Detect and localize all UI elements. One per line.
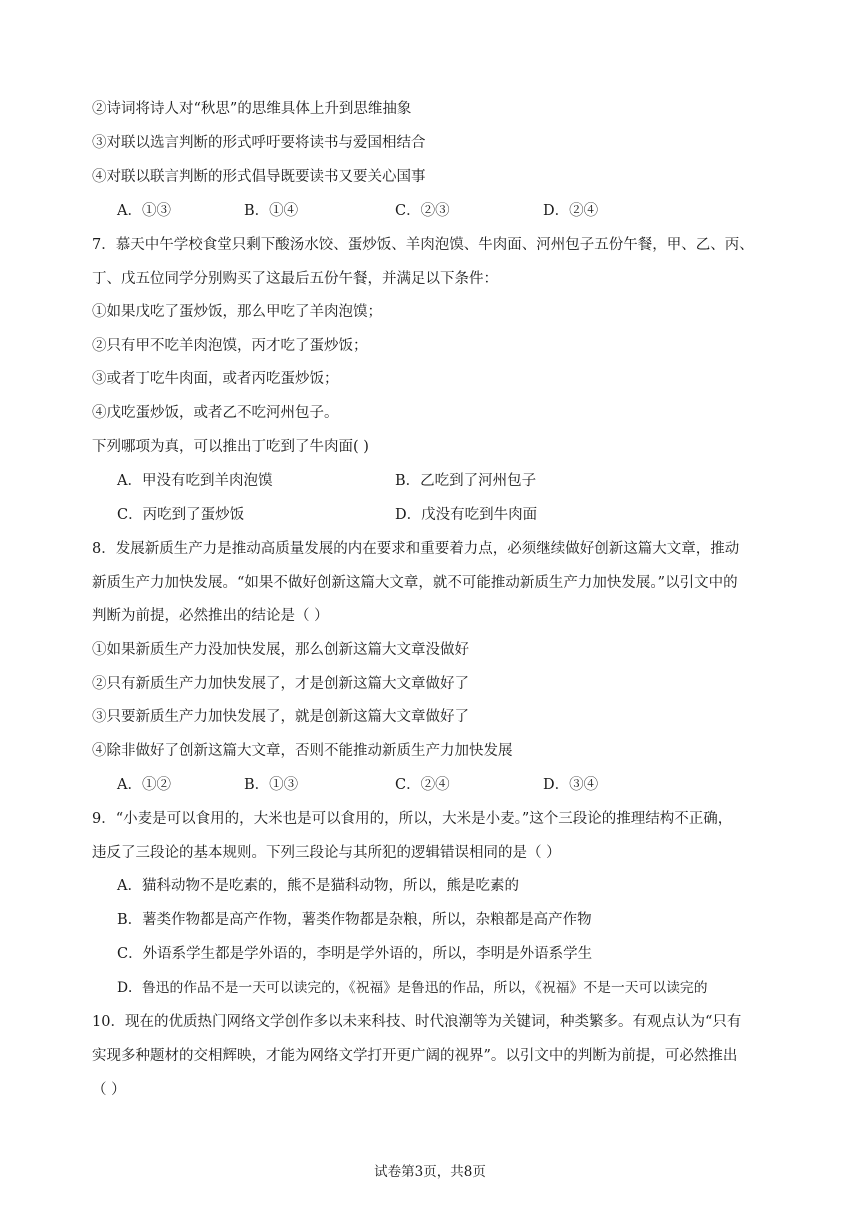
q7-condition-2: ②只有甲不吃羊肉泡馍，丙才吃了蛋炒饭； [92, 338, 368, 354]
prev-statement-4: ④对联以联言判断的形式倡导既要读书又要关心国事 [92, 169, 426, 185]
prev-option-a: A．①③ [117, 203, 171, 219]
q9-option-d: D．鲁迅的作品不是一天可以读完的，《祝福》是鲁迅的作品，所以，《祝福》不是一天可以读完的 [117, 980, 708, 996]
q7-option-a: A．甲没有吃到羊肉泡馍 [117, 473, 273, 489]
q7-condition-1: ①如果戊吃了蛋炒饭，那么甲吃了羊肉泡馍； [92, 304, 382, 320]
q8-option-c: C．②④ [395, 777, 450, 793]
q8-statement-2: ②只有新质生产力加快发展了，才是创新这篇大文章做好了 [92, 676, 469, 692]
page-footer: 试卷第3页，共8页 [374, 1164, 486, 1180]
q8-option-a: A．①② [117, 777, 171, 793]
prev-statement-2: ②诗词将诗人对“秋思”的思维具体上升到思维抽象 [92, 101, 412, 117]
q7-stem-line-1: 7．慕天中午学校食堂只剩下酸汤水饺、蛋炒饭、羊肉泡馍、牛肉面、河州包子五份午餐，甲、乙、丙、 [92, 237, 754, 253]
q10-stem-line-3: （ ） [92, 1082, 126, 1098]
q8-stem-line-3: 判断为前提，必然推出的结论是（ ） [92, 608, 329, 624]
prev-option-c: C．②③ [395, 203, 450, 219]
q7-option-c: C．丙吃到了蛋炒饭 [117, 507, 245, 523]
q7-condition-3: ③或者丁吃牛肉面，或者丙吃蛋炒饭； [92, 371, 339, 387]
q10-stem-line-1: 10．现在的优质热门网络文学创作多以未来科技、时代浪潮等为关键词，种类繁多。有观点认为“只有 [92, 1014, 742, 1030]
q9-option-b: B．薯类作物都是高产作物，薯类作物都是杂粮，所以，杂粮都是高产作物 [117, 912, 592, 928]
q10-stem-line-2: 实现多种题材的交相辉映，才能为网络文学打开更广阔的视界”。以引文中的判断为前提，可必然推出 [92, 1048, 738, 1064]
q8-statement-4: ④除非做好了创新这篇大文章，否则不能推动新质生产力加快发展 [92, 743, 513, 759]
q9-option-c: C．外语系学生都是学外语的，李明是学外语的，所以，李明是外语系学生 [117, 946, 593, 962]
q8-option-b: B．①③ [244, 777, 299, 793]
q8-option-d: D．③④ [543, 777, 599, 793]
prev-option-b: B．①④ [244, 203, 299, 219]
q8-statement-3: ③只要新质生产力加快发展了，就是创新这篇大文章做好了 [92, 709, 469, 725]
q8-stem-line-2: 新质生产力加快发展。“如果不做好创新这篇大文章，就不可能推动新质生产力加快发展。”以引文中的 [92, 575, 738, 591]
q9-stem-line-1: 9．“小麦是可以食用的，大米也是可以食用的，所以，大米是小麦。”这个三段论的推理结构不正确， [92, 811, 733, 827]
q8-statement-1: ①如果新质生产力没加快发展，那么创新这篇大文章没做好 [92, 642, 469, 658]
q7-option-b: B．乙吃到了河州包子 [395, 473, 537, 489]
prev-statement-3: ③对联以选言判断的形式呼吁要将读书与爱国相结合 [92, 135, 426, 151]
q9-stem-line-2: 违反了三段论的基本规则。下列三段论与其所犯的逻辑错误相同的是（ ） [92, 845, 561, 861]
q8-stem-line-1: 8．发展新质生产力是推动高质量发展的内在要求和重要着力点，必须继续做好创新这篇大文章，推动 [92, 541, 740, 557]
prev-option-d: D．②④ [543, 203, 599, 219]
q7-option-d: D．戊没有吃到牛肉面 [395, 507, 538, 523]
q7-stem-line-2: 丁、戊五位同学分别购买了这最后五份午餐，并满足以下条件： [92, 271, 498, 287]
q7-condition-4: ④戊吃蛋炒饭，或者乙不吃河州包子。 [92, 405, 339, 421]
q7-question: 下列哪项为真，可以推出丁吃到了牛肉面( ) [92, 439, 369, 455]
q9-option-a: A．猫科动物不是吃素的，熊不是猫科动物，所以，熊是吃素的 [117, 878, 519, 894]
